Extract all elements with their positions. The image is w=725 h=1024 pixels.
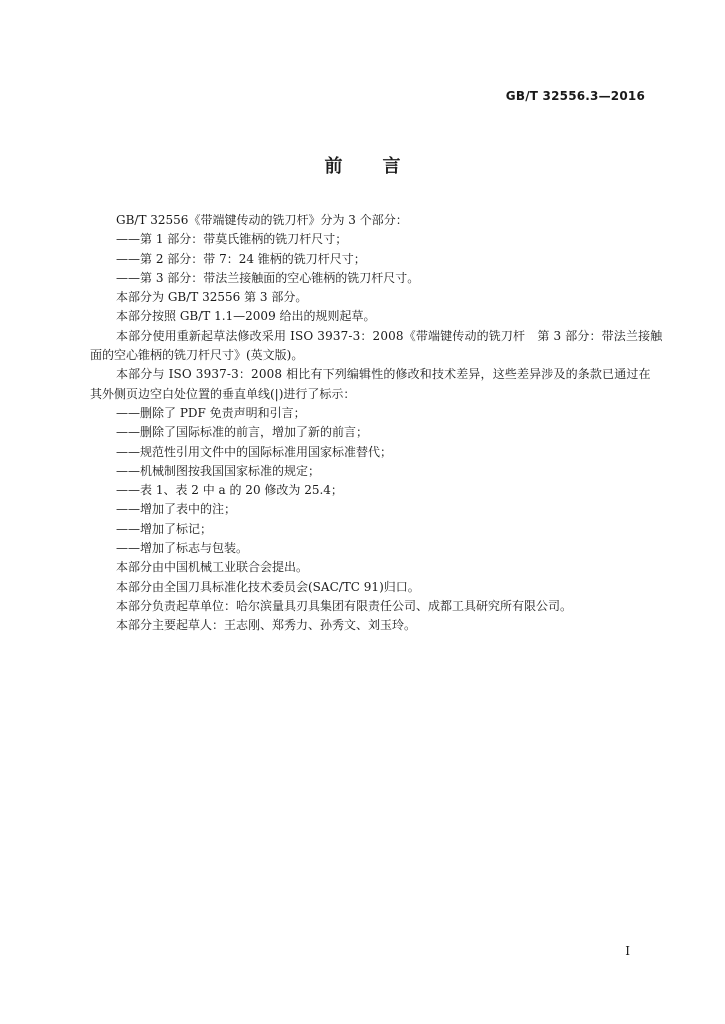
list-item-change1: ——删除了 PDF 免责声明和引言； [116, 405, 306, 420]
paragraph-committee: 本部分由全国刀具标准化技术委员会(SAC/TC 91)归口。 [116, 579, 420, 594]
list-item-part2: ——第 2 部分：带 7：24 锥柄的铣刀杆尺寸； [116, 251, 366, 266]
list-item-part3: ——第 3 部分：带法兰接触面的空心锥柄的铣刀杆尺寸。 [116, 270, 420, 285]
paragraph-differences-line1: 本部分与 ISO 3937-3：2008 相比有下列编辑性的修改和技术差异，这些差异涉及的条款已通过在 [116, 367, 651, 382]
paragraph-proposer: 本部分由中国机械工业联合会提出。 [116, 560, 309, 575]
list-item-change8: ——增加了标志与包装。 [116, 541, 249, 556]
list-item-change2: ——删除了国际标准的前言，增加了新的前言； [116, 425, 369, 440]
page-title: 前言 [324, 156, 441, 177]
list-item-change3: ——规范性引用文件中的国际标准用国家标准替代； [116, 444, 393, 459]
paragraph-drafters: 本部分主要起草人：王志刚、郑秀力、孙秀文、刘玉玲。 [116, 618, 417, 633]
paragraph-part-statement: 本部分为 GB/T 32556 第 3 部分。 [116, 290, 308, 305]
paragraph-intro: GB/T 32556《带端键传动的铣刀杆》分为 3 个部分： [116, 213, 408, 227]
paragraph-adoption-line2: 面的空心锥柄的铣刀杆尺寸》(英文版)。 [90, 348, 304, 363]
list-item-change4: ——机械制图按我国国家标准的规定； [116, 463, 321, 478]
list-item-change7: ——增加了标记； [116, 521, 213, 536]
foreword-body [90, 211, 663, 636]
list-item-change6: ——增加了表中的注； [116, 502, 237, 517]
paragraph-drafting-rule: 本部分按照 GB/T 1.1—2009 给出的规则起草。 [116, 309, 376, 324]
paragraph-differences-line2: 其外侧页边空白处位置的垂直单线(|)进行了标示： [90, 386, 356, 401]
paragraph-adoption-line1: 本部分使用重新起草法修改采用 ISO 3937-3：2008《带端键传动的铣刀杆 第 3 部分：带法兰接触 [116, 328, 663, 343]
list-item-part1: ——第 1 部分：带莫氏锥柄的铣刀杆尺寸； [116, 232, 348, 247]
page-number: I [625, 944, 630, 958]
list-item-change5: ——表 1、表 2 中 a 的 20 修改为 25.4； [116, 483, 343, 498]
standard-code: GB/T 32556.3—2016 [505, 89, 645, 103]
paragraph-drafting-units: 本部分负责起草单位：哈尔滨量具刃具集团有限责任公司、成都工具研究所有限公司。 [116, 598, 573, 613]
